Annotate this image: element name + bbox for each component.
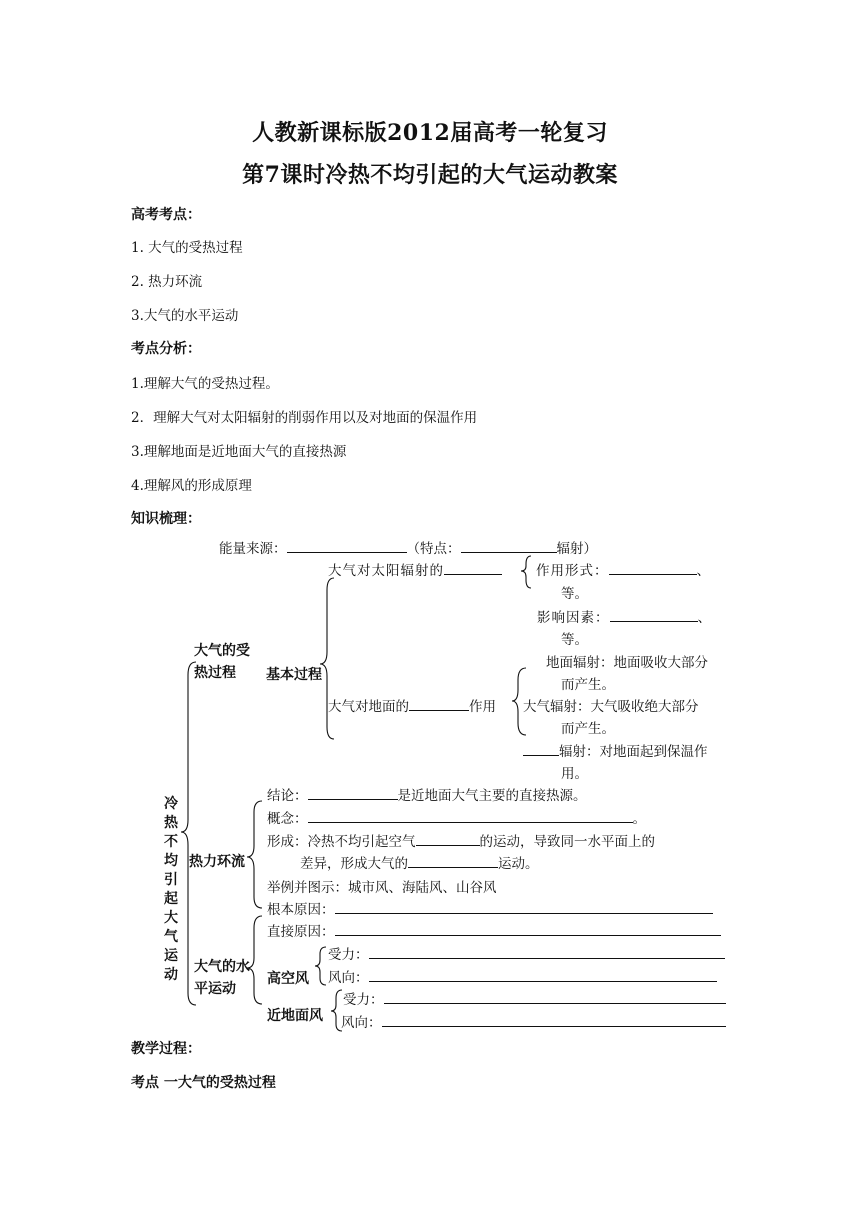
blank-line	[609, 560, 697, 575]
conclusion-label: 结论：	[267, 788, 308, 804]
point-one-heading: 考点 一大气的受热过程	[131, 1075, 276, 1091]
heating-process-label-1: 大气的受	[194, 643, 250, 659]
basic-process-label: 基本过程	[266, 667, 322, 683]
upper-direction-line	[328, 966, 717, 986]
direct-cause-line	[267, 920, 721, 940]
analysis-item: 3.理解地面是近地面大气的直接热源	[131, 444, 347, 460]
solar-weakening-line	[328, 559, 502, 579]
formation-text-l2-end: 运动。	[498, 856, 539, 872]
blank-line	[335, 899, 713, 914]
concept-line	[267, 807, 646, 827]
blank-line	[308, 785, 398, 800]
factor-etc: 等。	[561, 632, 588, 648]
blank-line	[409, 696, 469, 711]
exam-point-item: 3.大气的水平运动	[131, 308, 239, 324]
formation-text-l2: 差异，形成大气的	[300, 856, 408, 872]
blank-line	[369, 967, 717, 982]
analysis-heading: 考点分析：	[131, 341, 201, 357]
exam-point-item: 2. 热力环流	[131, 274, 203, 290]
atmosphere-radiation-line1: 大气辐射：大气吸收绝大部分	[523, 699, 699, 715]
upper-direction-label: 风向：	[328, 970, 369, 986]
factor-label: 影响因素：	[537, 610, 610, 626]
upper-force-label: 受力：	[328, 947, 369, 963]
ground-radiation-line1: 地面辐射：地面吸收大部分	[546, 655, 708, 671]
energy-source-label: 能量来源：	[219, 541, 287, 557]
atmosphere-radiation-line2: 而产生。	[561, 721, 615, 737]
energy-source-line	[219, 537, 597, 557]
blank-line	[523, 741, 559, 756]
analysis-item: 1.理解大气的受热过程。	[131, 376, 279, 392]
surface-direction-line	[341, 1011, 726, 1031]
energy-source-suffix: 辐射）	[556, 541, 597, 557]
blank-line	[384, 989, 726, 1004]
root-cause-line	[267, 898, 713, 918]
formation-text-mid: 的运动，导致同一水平面上的	[479, 834, 655, 850]
form-label: 作用形式：	[536, 563, 609, 579]
heating-process-label-2: 热过程	[194, 665, 236, 681]
blank-line	[416, 831, 480, 846]
exam-point-item: 1. 大气的受热过程	[131, 240, 243, 256]
blank-line	[335, 921, 721, 936]
form-tail: 、	[696, 563, 711, 579]
formation-text: 形成：冷热不均引起空气	[267, 834, 416, 850]
concept-label: 概念：	[267, 811, 308, 827]
counter-radiation-label: 辐射：对地面起到保温作	[559, 744, 708, 760]
surface-wind-label: 近地面风	[267, 1008, 323, 1024]
ground-insulation-line	[328, 695, 496, 715]
formation-line1	[267, 830, 655, 850]
blank-line	[382, 1012, 726, 1027]
horizontal-motion-label-1: 大气的水	[194, 959, 250, 975]
ground-insulation-suffix: 作用	[469, 699, 496, 715]
upper-wind-label: 高空风	[267, 971, 309, 987]
energy-source-feature: （特点：	[406, 541, 461, 557]
blank-line	[369, 944, 725, 959]
formation-line2	[300, 852, 539, 872]
examples-line: 举例并图示：城市风、海陆风、山谷风	[267, 880, 497, 896]
document-subtitle: 第7课时冷热不均引起的大气运动教案	[242, 162, 618, 188]
surface-direction-label: 风向：	[341, 1015, 382, 1031]
blank-line	[610, 607, 698, 622]
blank-line	[308, 808, 633, 823]
factor-line	[537, 606, 712, 626]
blank-line	[408, 853, 498, 868]
knowledge-heading: 知识梳理：	[131, 511, 201, 527]
root-cause-label: 根本原因：	[267, 902, 335, 918]
direct-cause-label: 直接原因：	[267, 924, 335, 940]
form-etc: 等。	[561, 586, 588, 602]
analysis-item: 4.理解风的形成原理	[131, 478, 252, 494]
ground-insulation-label: 大气对地面的	[328, 699, 409, 715]
blank-line	[461, 538, 557, 553]
blank-line	[444, 560, 502, 575]
factor-tail: 、	[697, 610, 712, 626]
blank-line	[287, 538, 407, 553]
document-title: 人教新课标版2012届高考一轮复习	[252, 120, 608, 146]
ground-radiation-line2: 而产生。	[561, 677, 615, 693]
surface-force-line	[343, 988, 726, 1008]
solar-weakening-label: 大气对太阳辐射的	[328, 563, 444, 579]
conclusion-text: 是近地面大气主要的直接热源。	[397, 788, 587, 804]
teaching-process-heading: 教学过程：	[131, 1041, 201, 1057]
counter-radiation-line2: 用。	[561, 766, 588, 782]
surface-force-label: 受力：	[343, 992, 384, 1008]
concept-end: 。	[632, 811, 646, 827]
form-line	[536, 559, 711, 579]
horizontal-motion-label-2: 平运动	[194, 981, 236, 997]
upper-force-line	[328, 943, 725, 963]
root-topic-label: 冷热不均引起大气运动	[164, 796, 178, 983]
analysis-item: 2．理解大气对太阳辐射的削弱作用以及对地面的保温作用	[131, 410, 478, 426]
conclusion-line	[267, 784, 587, 804]
thermal-circulation-label: 热力环流	[189, 854, 245, 870]
counter-radiation-line1	[523, 740, 708, 760]
exam-points-heading: 高考考点：	[131, 207, 201, 223]
